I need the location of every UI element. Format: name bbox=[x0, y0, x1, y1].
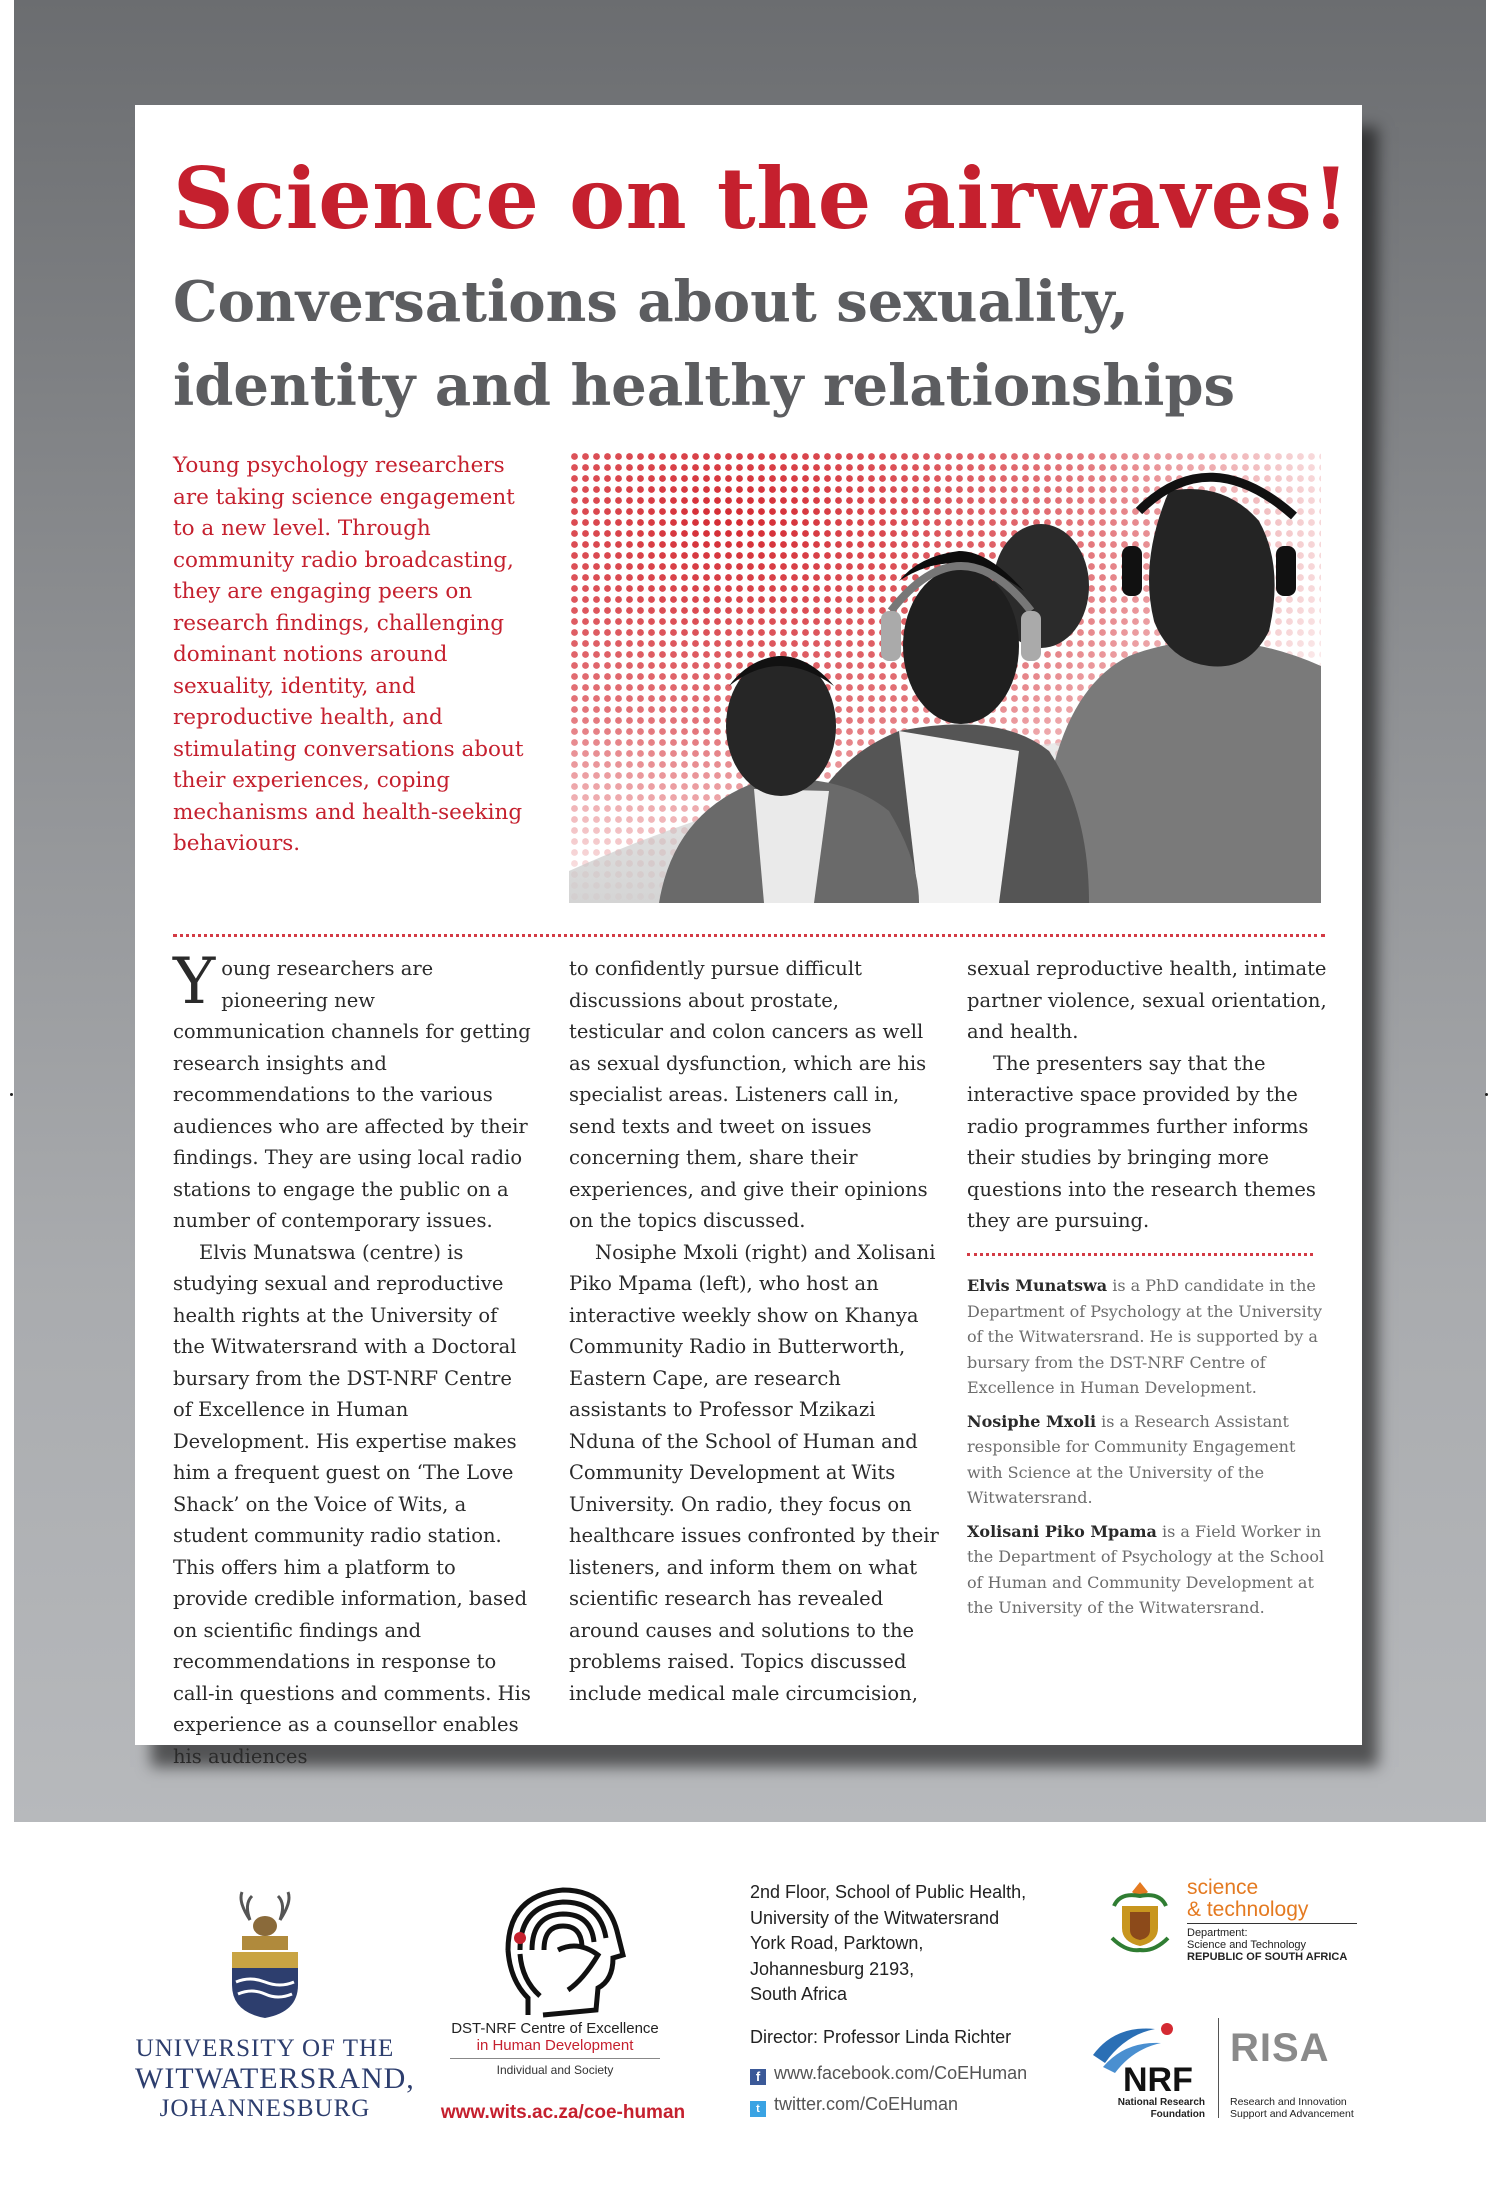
article-title: Science on the airwaves! bbox=[173, 149, 1350, 248]
dst-line4: Science and Technology bbox=[1187, 1939, 1307, 1951]
twitter-link[interactable] bbox=[750, 2094, 1070, 2117]
bio-text: is a Field Worker in the Department of Psychology at the School of Human and Community Development at the University of the Witwatersrand. bbox=[967, 1521, 1325, 1617]
bio-entry bbox=[967, 1519, 1327, 1621]
section-divider bbox=[173, 934, 1325, 937]
body-paragraph: sexual reproductive health, intimate partner violence, sexual orientation, and health. bbox=[967, 957, 1327, 1043]
bio-name: Nosiphe Mxoli bbox=[967, 1411, 1097, 1431]
logo-divider bbox=[1218, 2018, 1219, 2118]
director-line: Director: Professor Linda Richter bbox=[750, 2027, 1012, 2047]
address-line: South Africa bbox=[750, 1984, 848, 2004]
crop-mark-right bbox=[1485, 1093, 1488, 1096]
nrf-logo-icon bbox=[1085, 2015, 1210, 2095]
coe-rule bbox=[450, 2058, 660, 2059]
bio-entry bbox=[967, 1409, 1327, 1511]
risa-line2: Support and Advancement bbox=[1230, 2108, 1354, 2120]
coe-line2: in Human Development bbox=[476, 2037, 634, 2054]
bio-name: Elvis Munatswa bbox=[967, 1276, 1108, 1295]
wits-crest-icon bbox=[220, 1890, 310, 2020]
dst-line2: & technology bbox=[1187, 1898, 1309, 1921]
bio-name: Xolisani Piko Mpama bbox=[967, 1521, 1157, 1541]
twitter-url: twitter.com/CoEHuman bbox=[774, 2094, 959, 2114]
contact-address bbox=[750, 1880, 1050, 2008]
risa-line1: Research and Innovation bbox=[1230, 2096, 1347, 2108]
address-line: York Road, Parktown, bbox=[750, 1933, 924, 1953]
article-column-2 bbox=[569, 953, 939, 1709]
risa-caption bbox=[1230, 2096, 1370, 2120]
facebook-link[interactable] bbox=[750, 2063, 1070, 2085]
nrf-word: NRF bbox=[1123, 2061, 1193, 2095]
sa-coat-of-arms-icon bbox=[1100, 1876, 1180, 1956]
facebook-icon: f bbox=[750, 2069, 766, 2085]
address-line: Johannesburg 2193, bbox=[750, 1958, 915, 1979]
body-paragraph: to confidently pursue difficult discussions about prostate, testicular and colon cancers as well as sexual dysfunction, which are his specialist areas. Listeners call in, send texts and tweet on issues concerning them, share their experiences, and give their opinions on the topics discussed. bbox=[569, 957, 928, 1232]
coe-line1: DST-NRF Centre of Excellence bbox=[451, 2020, 659, 2037]
wits-line: JOHANNESBURG bbox=[159, 2095, 371, 2122]
bios-divider bbox=[967, 1253, 1313, 1256]
dst-wordmark bbox=[1187, 1877, 1362, 1963]
drop-cap: Y bbox=[173, 945, 216, 1019]
wits-wordmark bbox=[135, 2035, 415, 2123]
coe-website-link[interactable]: www.wits.ac.za/coe-human bbox=[440, 2102, 686, 2123]
risa-word: RISA bbox=[1230, 2026, 1330, 2070]
facebook-url: www.facebook.com/CoEHuman bbox=[774, 2063, 1028, 2083]
body-paragraph: Nosiphe Mxoli (right) and Xolisani Piko Mpama (left), who host an interactive weekly show on Khanya Community Radio in Butterworth, Eastern Cape, are research assistants to Professor Mzikazi Nduna of the School of Human and Community Development at Wits University. On radio, they focus on healthcare issues confronted by their listeners, and inform them on what scientific research has revealed around causes and solutions to the problems raised. Topics discussed include medical male circumcision, bbox=[569, 1240, 939, 1705]
dst-line5: REPUBLIC OF SOUTH AFRICA bbox=[1187, 1951, 1348, 1963]
dst-rule bbox=[1187, 1923, 1357, 1924]
article-subtitle: Conversations about sexuality, identity and healthy relationships bbox=[173, 269, 1236, 419]
nrf-line1: National Research bbox=[1117, 2097, 1205, 2108]
nrf-line2: Foundation bbox=[1150, 2109, 1205, 2120]
bio-entry bbox=[967, 1273, 1327, 1401]
nrf-caption bbox=[1085, 2097, 1205, 2121]
crop-mark-left bbox=[10, 1093, 13, 1096]
article-page bbox=[135, 105, 1362, 1768]
article-column-1 bbox=[173, 945, 533, 1772]
address-line: University of the Witwatersrand bbox=[750, 1907, 1000, 1928]
coe-head-logo-icon bbox=[488, 1880, 638, 2020]
bio-text: is a PhD candidate in the Department of Psychology at the University of the Witwatersrand. He is supported by a bursary from the DST-NRF Centre of Excellence in Human Development. bbox=[967, 1276, 1323, 1397]
wits-line: WITWATERSRAND, bbox=[135, 2062, 415, 2095]
wits-line: UNIVERSITY OF THE bbox=[135, 2035, 395, 2062]
body-paragraph: oung researchers are pioneering new communication channels for getting research insights and recommendations to the various audiences who are affected by their findings. They are using local radio stations to engage the public on a number of contemporary issues. bbox=[173, 957, 531, 1232]
article-intro: Young psychology researchers are taking science engagement to a new level. Through community radio broadcasting, they are engaging peers on research findings, challenging dominant notions around sexuality, identity, and reproductive health, and stimulating conversations about their experiences, coping mechanisms and health-seeking behaviours. bbox=[173, 453, 524, 856]
twitter-icon: t bbox=[750, 2101, 766, 2117]
author-bios bbox=[967, 1273, 1327, 1629]
coe-line3: Individual and Society bbox=[496, 2063, 614, 2077]
address-line: 2nd Floor, School of Public Health, bbox=[750, 1882, 1027, 1902]
presenters-photo bbox=[569, 451, 1321, 903]
bio-text: is a Research Assistant responsible for Community Engagement with Science at the University of the Witwatersrand. bbox=[967, 1411, 1296, 1507]
dst-line3: Department: bbox=[1187, 1927, 1248, 1939]
coe-wordmark bbox=[430, 2020, 680, 2078]
body-paragraph: The presenters say that the interactive space provided by the radio programmes further informs their studies by bringing more questions into the research themes they are pursuing. bbox=[967, 1051, 1316, 1232]
article-column-3 bbox=[967, 953, 1327, 1237]
body-paragraph: Elvis Munatswa (centre) is studying sexual and reproductive health rights at the University of the Witwatersrand with a Doctoral bursary from the DST-NRF Centre of Excellence in Human Development. His expertise makes him a frequent guest on ‘The Love Shack’ on the Voice of Wits, a student community radio station. This offers him a platform to provide credible information, based on scientific findings and recommendations in response to call-in questions and comments. His experience as a counsellor enables his audiences bbox=[173, 1240, 531, 1768]
dst-line1: science bbox=[1187, 1876, 1259, 1899]
